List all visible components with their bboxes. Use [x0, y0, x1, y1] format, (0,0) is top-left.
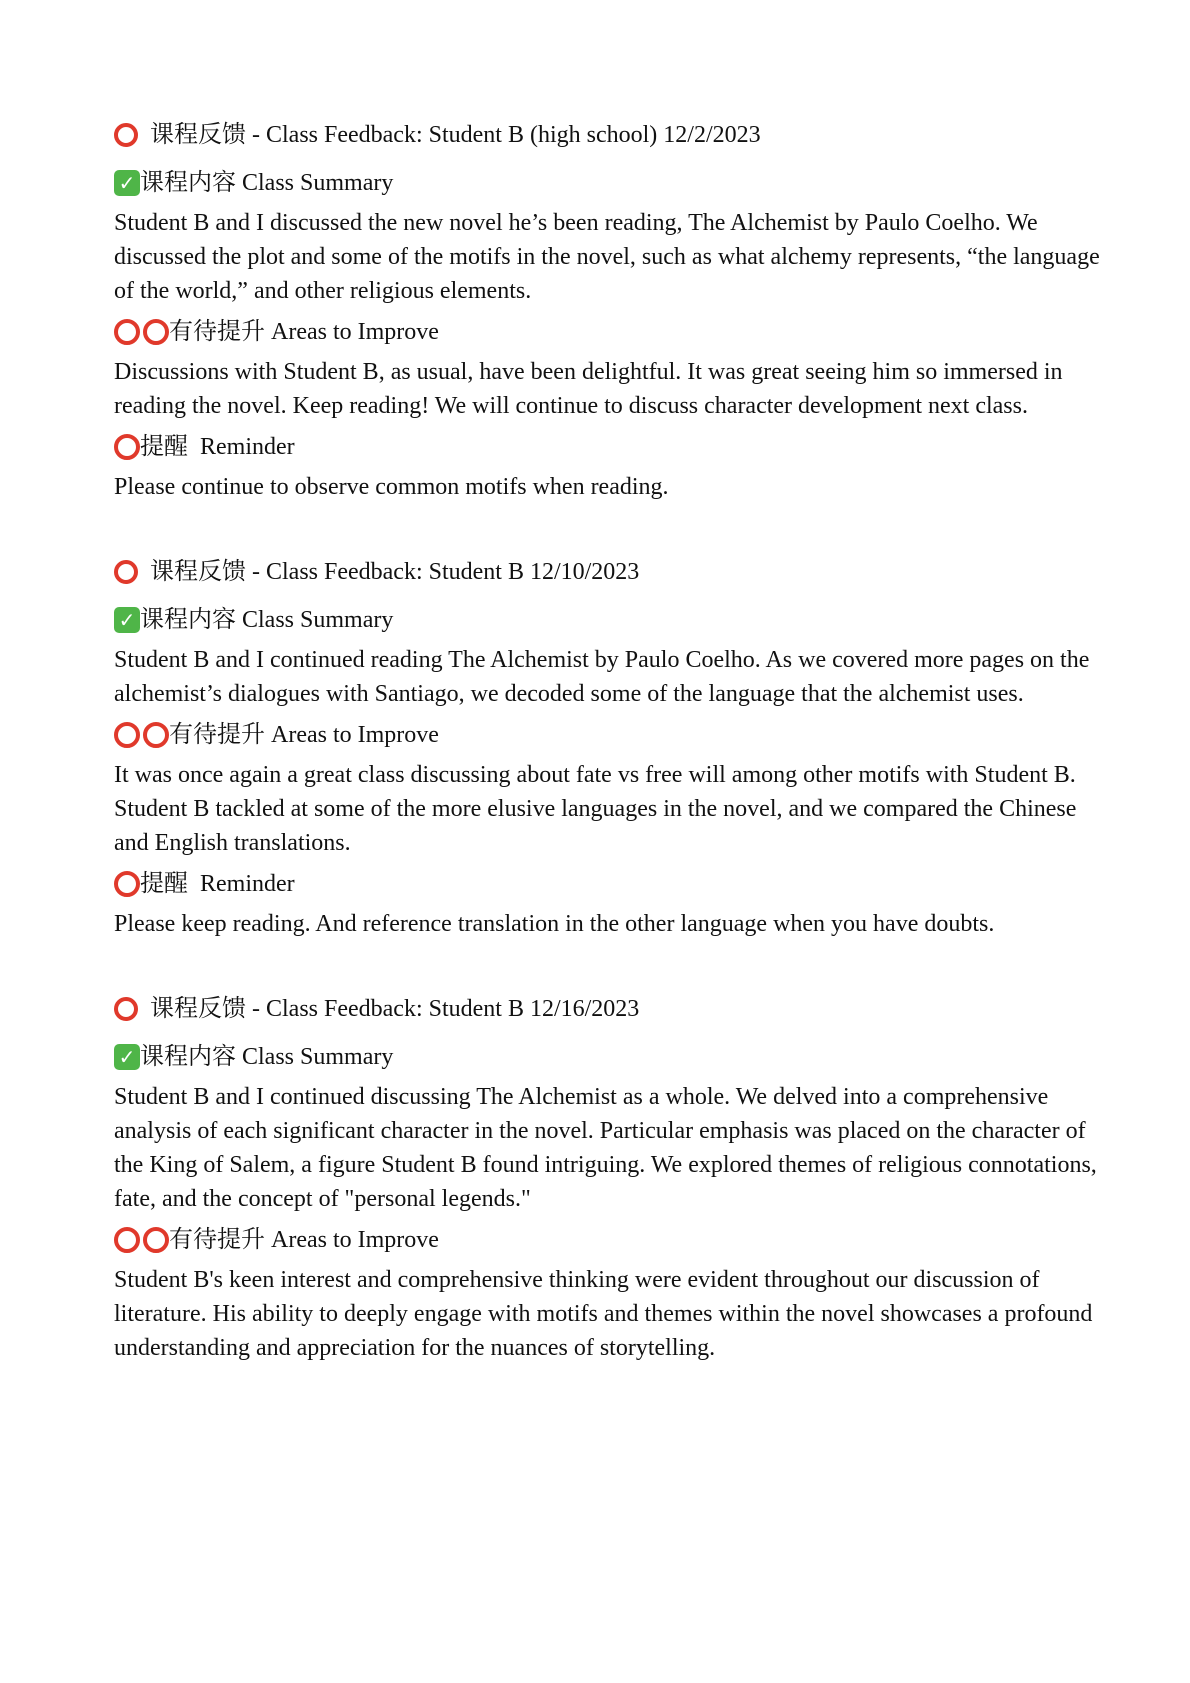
- improve-heading: 有待提升 Areas to Improve: [169, 319, 439, 345]
- check-mark-button-icon: ✓: [114, 607, 140, 633]
- improve-text: Discussions with Student B, as usual, have been delightful. It was great seeing him so immersed in reading the novel. Keep reading! We will continue to discuss character development next class.: [114, 359, 1063, 419]
- reminder-text: Please continue to observe common motifs when reading.: [114, 474, 669, 500]
- summary-heading: 课程内容 Class Summary: [140, 170, 394, 196]
- entry-title: 课程反馈 - Class Feedback: Student B (high school) 12/2/2023: [150, 122, 761, 148]
- red-circle-icon: [143, 1227, 169, 1253]
- reminder-heading-en: Reminder: [200, 871, 295, 897]
- improve-text: It was once again a great class discussing about fate vs free will among other motifs with Student B. Student B tackled at some of the more elusive languages in the novel, and we compared the Chinese and English translations.: [114, 762, 1077, 856]
- summary-text: Student B and I continued discussing The Alchemist as a whole. We delved into a comprehensive analysis of each significant character in the novel. Particular emphasis was placed on the character of the King of Salem, a figure Student B found intriguing. We explored themes of religious connotations, fate, and the concept of "personal legends.": [114, 1084, 1097, 1212]
- improve-heading: 有待提升 Areas to Improve: [169, 1227, 439, 1253]
- red-circle-icon: [114, 434, 140, 460]
- feedback-entry-3: [114, 992, 1104, 1365]
- red-circle-icon: [114, 1227, 140, 1253]
- reminder-text: Please keep reading. And reference translation in the other language when you have doubts.: [114, 911, 995, 937]
- summary-text: Student B and I continued reading The Alchemist by Paulo Coelho. As we covered more pages on the alchemist’s dialogues with Santiago, we decoded some of the language that the alchemist uses.: [114, 647, 1090, 707]
- entry-title: 课程反馈 - Class Feedback: Student B 12/16/2023: [150, 996, 640, 1022]
- feedback-entry-2: [114, 555, 1104, 941]
- entry-title-line: [114, 118, 1104, 152]
- improve-heading: 有待提升 Areas to Improve: [169, 722, 439, 748]
- entry-title-line: [114, 555, 1104, 589]
- improve-heading-line: [114, 718, 1104, 752]
- reminder-heading-line: [114, 430, 1104, 464]
- reminder-heading-en: Reminder: [200, 434, 295, 460]
- entry-title: 课程反馈 - Class Feedback: Student B 12/10/2023: [150, 559, 640, 585]
- summary-text: Student B and I discussed the new novel he’s been reading, The Alchemist by Paulo Coelho. We discussed the plot and some of the motifs in the novel, such as what alchemy represents, “the language of the world,” and other religious elements.: [114, 210, 1100, 304]
- red-circle-icon: [114, 123, 138, 147]
- improve-heading-line: [114, 1223, 1104, 1257]
- summary-heading-line: [114, 166, 1104, 200]
- red-circle-icon: [114, 871, 140, 897]
- summary-heading: 课程内容 Class Summary: [140, 1044, 394, 1070]
- red-circle-icon: [143, 722, 169, 748]
- red-circle-icon: [143, 319, 169, 345]
- red-circle-icon: [114, 722, 140, 748]
- red-circle-icon: [114, 319, 140, 345]
- reminder-heading-cn: 提醒: [140, 434, 188, 460]
- document-page: [114, 118, 1104, 1372]
- check-mark-button-icon: ✓: [114, 1044, 140, 1070]
- summary-heading-line: [114, 1040, 1104, 1074]
- summary-heading-line: [114, 603, 1104, 637]
- improve-heading-line: [114, 315, 1104, 349]
- reminder-heading-cn: 提醒: [140, 871, 188, 897]
- check-mark-button-icon: ✓: [114, 170, 140, 196]
- red-circle-icon: [114, 560, 138, 584]
- summary-heading: 课程内容 Class Summary: [140, 607, 394, 633]
- feedback-entry-1: [114, 118, 1104, 504]
- improve-text: Student B's keen interest and comprehensive thinking were evident throughout our discussion of literature. His ability to deeply engage with motifs and themes within the novel showcases a profound understanding and appreciation for the nuances of storytelling.: [114, 1267, 1093, 1361]
- entry-title-line: [114, 992, 1104, 1026]
- red-circle-icon: [114, 997, 138, 1021]
- reminder-heading-line: [114, 867, 1104, 901]
